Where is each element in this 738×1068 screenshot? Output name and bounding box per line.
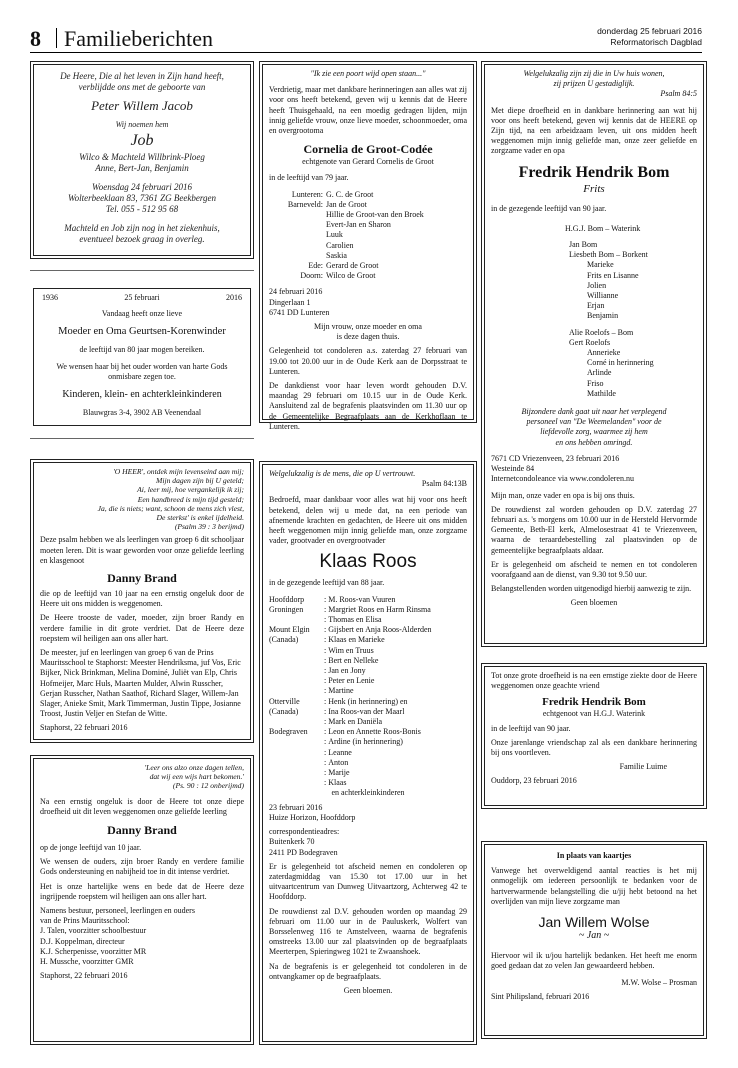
paragraph: Het is onze hartelijke wens en bede dat de Heere deze ingrijpende roepstem wil heiligen aan ons aller hart.	[40, 881, 244, 901]
family-member: Willianne	[587, 291, 619, 301]
family-member: Jan en Jony	[328, 666, 366, 676]
family-place: Groningen	[269, 604, 304, 614]
paragraph: De rouwdienst zal worden gehouden op D.V. zaterdag 27 februari a.s. 's morgens om 10.00 uur in de Hersteld Hervormde Gemeente, Beth-El kerk, Almelosestraat 41 te Vriezenveen, waarna de teraardebestelling zal plaatsvinden op de gemeentelijke begraafplaats aldaar.	[491, 504, 697, 555]
deceased-name: Klaas Roos	[319, 551, 417, 573]
family-member: Hillie de Groot-van den Broek	[326, 210, 424, 220]
family-member: Leanne	[328, 747, 352, 757]
family-place	[269, 220, 326, 230]
family-member: Marieke	[587, 260, 614, 270]
quote-line: (Ps. 90 : 12 onberijmd)	[172, 781, 244, 791]
signature: M.W. Wolse – Prosman	[621, 977, 697, 987]
spouse-line: echtgenoot van H.G.J. Waterink	[542, 709, 646, 719]
deceased-name: Danny Brand	[107, 823, 177, 838]
deceased-name: Cornelia de Groot-Codée	[303, 142, 433, 157]
year-start: 1936	[42, 293, 58, 302]
age: in de leeftijd van 90 jaar.	[491, 723, 571, 733]
family-row	[269, 697, 467, 707]
closing: Geen bloemen.	[343, 985, 393, 995]
paragraph: We wensen de ouders, zijn broer Randy en verdere familie Gods ondersteuning en nabijheid toe in dit intense verdriet.	[40, 857, 244, 877]
family-row	[269, 190, 467, 200]
separator: :	[324, 655, 327, 665]
quote-line: Ai, leer mij, hoe vergankelijk ik zij;	[137, 485, 244, 495]
age: in de leeftijd van 79 jaar.	[269, 173, 349, 183]
family-row	[269, 615, 467, 625]
family-member: Martine	[328, 686, 354, 696]
family-row	[269, 686, 467, 696]
family-member: Saskia	[326, 250, 347, 260]
nickname: Frits	[583, 182, 605, 195]
family-member: Frits en Lisanne	[587, 270, 639, 280]
signer-line: J. Talen, voorzitter schoolbestuur	[40, 926, 147, 936]
quote-ref: Psalm 84:5	[660, 89, 697, 99]
family-list	[269, 190, 467, 282]
father-name: Peter Willem Jacob	[91, 98, 193, 113]
quote-line: 'Leer ons alzo onze dagen tellen,	[144, 763, 244, 772]
obituary-fredrik-family	[484, 64, 704, 644]
quote-line: Mijn dagen zijn bij U geteld;	[156, 476, 244, 486]
family-place	[269, 758, 324, 768]
family-member: Margriet Roos en Harm Rinsma	[328, 604, 431, 614]
family-row	[269, 737, 467, 747]
closing: Geen bloemen	[570, 598, 618, 608]
separator: :	[324, 594, 327, 604]
year-end: 2016	[225, 293, 242, 302]
family-row	[269, 707, 467, 717]
text-line: de leeftijd van 80 jaar mogen bereiken.	[79, 345, 205, 355]
thanks-line: personeel van "De Weemelanden" voor de	[526, 417, 662, 427]
family-list	[565, 223, 697, 399]
family-place: Barneveld:	[287, 199, 323, 209]
family-row	[269, 635, 467, 645]
family-member: G. C. de Groot	[326, 189, 374, 199]
paper-name: Reformatorisch Dagblad	[610, 37, 702, 47]
info-line: Tel. 055 - 512 95 68	[105, 204, 179, 214]
family-member: Klaas	[328, 778, 347, 788]
quote-line: Ja, die is niets; want, schoon de mens zich vlest,	[97, 503, 244, 513]
family-row	[269, 595, 467, 605]
family-place	[269, 748, 324, 758]
separator: :	[324, 645, 327, 655]
family-row	[269, 748, 467, 758]
paragraph: Na de begrafenis is er gelegenheid tot condoleren in de ontvangkamer op de begraafplaats.	[269, 961, 467, 981]
card-title: In plaats van kaartjes	[556, 851, 632, 860]
family-row	[269, 768, 467, 778]
separator: :	[324, 768, 327, 778]
quote-line: De Heere, Die al het leven in Zijn hand heeft,	[60, 71, 224, 81]
family-place	[269, 666, 324, 676]
quote-line: Welgelukzalig zijn zij die in Uw huis wonen,	[523, 69, 665, 78]
separator: :	[324, 727, 327, 737]
family-line: en achterkleinkinderen	[331, 788, 405, 798]
separator: :	[324, 757, 327, 767]
deceased-name: Danny Brand	[107, 571, 177, 586]
place-date: Staphorst, 22 februari 2016	[40, 723, 128, 733]
paragraph: De dankdienst voor haar leven wordt gehouden D.V. maandag 29 februari om 10.15 uur in de Oude Kerk. Aansluitend zal de begrafenis plaatsvinden om 11.30 uur op de Gemeentelijke Begraafplaats aan de Kerkhoflaan te Lunteren.	[269, 381, 467, 431]
family-member: H.G.J. Bom – Waterink	[565, 223, 641, 233]
family-place: Bodegraven	[269, 727, 308, 737]
family-member: Gijsbert en Anja Roos-Alderden	[328, 625, 432, 635]
divider	[30, 438, 254, 439]
family-row	[269, 625, 467, 635]
family-member: Benjamin	[587, 311, 619, 321]
intro: Vanwege het overweldigend aantal reacties is het mij onmogelijk om iedereen persoonlijk te bedanken voor de hartverwarmende belangstelling die u/jij hebt betoond na het overlijden van mijn lieve zorgzame man	[491, 866, 697, 906]
paragraph: Er is gelegenheid om afscheid te nemen en tot condoleren voorafgaand aan de dienst, van 9.30 tot 9.50 uur.	[491, 559, 697, 579]
family-member: Carolien	[326, 240, 354, 250]
header-divider	[56, 28, 57, 48]
intro: Tot onze grote droefheid is na een ernstige ziekte door de Heere weggenomen onze geachte vriend	[491, 671, 697, 691]
birth-announcement-job	[33, 64, 251, 256]
obituary-danny-class	[33, 462, 251, 740]
family-row	[269, 676, 467, 686]
place-date: Ouddorp, 23 februari 2016	[491, 776, 577, 786]
day: 25 februari	[124, 293, 160, 302]
note-line: eventueel bezoek graag in overleg.	[79, 234, 205, 244]
separator: :	[324, 696, 327, 706]
family-member: Arlinde	[587, 368, 612, 378]
family-member: Annerieke	[587, 348, 621, 358]
signer-line: van de Prins Mauritsschool:	[40, 916, 130, 926]
family-place: Otterville	[269, 696, 300, 706]
child-name: Job	[130, 132, 154, 149]
family-place	[269, 646, 324, 656]
family-row	[269, 210, 467, 220]
obituary-fredrik-friends	[484, 666, 704, 806]
place-date: Staphorst, 22 februari 2016	[40, 971, 128, 981]
note-line: Machteld en Job zijn nog in het ziekenhuis,	[64, 223, 220, 233]
family-place	[269, 768, 324, 778]
separator: :	[324, 625, 327, 635]
family-row	[269, 605, 467, 615]
family-place	[269, 241, 326, 251]
family-line: Kinderen, klein- en achterkleinkinderen	[62, 389, 222, 401]
family-member: Wilco de Groot	[326, 271, 376, 281]
family-member: Bert en Nelleke	[328, 655, 379, 665]
family-place	[269, 210, 326, 220]
signature: Familie Luime	[619, 762, 667, 772]
header-date	[597, 26, 702, 48]
paragraph: De Heere trooste de vader, moeder, zijn broer Randy en verdere familie in dit grote verdriet. Dat de Heere deze roepstem wil heiligen aan ons aller hart.	[40, 613, 244, 643]
corr-line: Buitenkerk 70	[269, 837, 315, 847]
paragraph: De meester, juf en leerlingen van groep 6 van de Prins Mauritsschool te Staphorst: Meester Hendriksma, juf Vos, Eric Bijker, Nick Brinkman, Melina Dominé, Juliët van Elp, Chris Hofmeijer, Marc Huls, Maarten Mulder, Alwin Russcher, Gerjan Russcher, Nathan Saathof, Richard Slager, Willem-Jan Slager, Anieke Smit, Mark Timmerman, Justin Tippe, Josianne Troost, Justin Veljer en Stefan de Witte.	[40, 648, 241, 719]
family-row	[269, 656, 467, 666]
age: in de gezegende leeftijd van 88 jaar.	[269, 578, 385, 588]
section-title: Familieberichten	[64, 26, 214, 51]
address-line: Huize Horizon, Hoofddorp	[269, 812, 356, 822]
family-row	[269, 717, 467, 727]
place-date: Sint Philipsland, februari 2016	[491, 991, 590, 1001]
family-place	[269, 737, 324, 747]
family-member: Marije	[328, 768, 350, 778]
separator: :	[324, 778, 327, 788]
family-place	[269, 686, 324, 696]
family-member: Liesbeth Bom – Borkent	[569, 250, 648, 260]
thanks-line: en ons hebben omringd.	[555, 437, 633, 447]
family-member: Klaas en Marieke	[328, 635, 385, 645]
family-member: Ina Roos-van der Maarl	[328, 706, 405, 716]
address-line: Dingerlaan 1	[269, 297, 311, 307]
paragraph: op de jonge leeftijd van 10 jaar.	[40, 843, 142, 853]
family-member: Henk (in herinnering) en	[328, 696, 408, 706]
family-row	[269, 261, 467, 271]
family-place	[269, 615, 324, 625]
intro: Verdrietig, maar met dankbare herinneringen aan alles wat zij voor ons heeft betekend, geven wij u kennis dat de Heere heeft Thuisgehaald, na een moedig gedragen lijden, mijn innig geliefde vrouw, onze lieve moeder, schoonmoeder, oma en overgrootoma	[269, 85, 467, 136]
thank-you-card	[484, 844, 704, 1036]
quote-line: (Psalm 39 : 3 berijmd)	[174, 522, 244, 532]
family-place: (Canada)	[269, 635, 299, 645]
obituary-cornelia	[262, 64, 474, 431]
address-line: Westeinde 84	[491, 464, 535, 474]
info-line: Wolterbeeklaan 83, 7361 ZG Beekbergen	[67, 193, 217, 203]
family-member: Mathilde	[587, 388, 616, 398]
separator: :	[324, 747, 327, 757]
divider	[30, 270, 254, 271]
family-place: Ede:	[308, 261, 323, 271]
family-member: Alie Roelofs – Bom	[569, 327, 634, 337]
family-member: Gerard de Groot	[326, 261, 379, 271]
family-place: Doorn:	[300, 271, 323, 281]
address-line: 6741 DD Lunteren	[269, 307, 330, 317]
intro: Bedroefd, maar dankbaar voor alles wat hij voor ons heeft betekend, delen wij u mede dat, na een periode van afnemende krachten en gedachten, de Heere uit ons midden heeft weggenomen mijn innig geliefde man, onze zorgzame vader, grootvader en overgrootvader	[269, 495, 467, 546]
family-row	[269, 200, 467, 210]
quote-line: dat wij een wijs hart bekomen.'	[149, 772, 244, 782]
paragraph: Onze jarenlange vriendschap zal als een dankbare herinnering bij ons voortleven.	[491, 737, 697, 758]
address-line: 24 februari 2016	[269, 287, 323, 297]
family-place: (Canada)	[269, 706, 299, 716]
thanks-line: liefdevolle zorg, waarmee zij hem	[540, 427, 648, 437]
family-member: Thomas en Elisa	[328, 615, 382, 625]
quote-line: Een handbreed is mijn tijd gesteld;	[137, 494, 244, 504]
paragraph: Hiervoor wil ik u/jou hartelijk bedanken. Het heeft me enorm goed gedaan dat zo velen Jan gewaardeerd hebben.	[491, 951, 697, 971]
family-place	[269, 676, 324, 686]
family-member: Wim en Truus	[328, 645, 374, 655]
issue-date: donderdag 25 februari 2016	[597, 26, 702, 36]
family-place	[269, 251, 326, 261]
family-place	[269, 656, 324, 666]
corr-line: 2411 PD Bodegraven	[269, 847, 338, 857]
obituary-danny-school	[33, 758, 251, 1042]
family-row	[269, 220, 467, 230]
paragraph: die op de leeftijd van 10 jaar na een ernstig ongeluk door de Heere uit ons midden is weggenomen.	[40, 589, 244, 609]
nickname: ~ Jan ~	[578, 930, 610, 942]
home-line: is deze dagen thuis.	[336, 332, 400, 342]
paragraph: De rouwdienst zal D.V. gehouden worden op maandag 29 februari om 11.00 uur in de Pauluskerk, Wolfert van Borsselenweg 116 te Amstelveen, waarna de begrafenis omstreeks 13.00 uur zal plaatsvinden op de begraafplaats Meerterpen, Spieringweg 1021 te Zwaanshoek.	[269, 906, 467, 957]
info-line: Woensdag 24 februari 2016	[92, 182, 192, 192]
parents-line: Wilco & Machteld Willbrink-Ploeg	[79, 152, 205, 162]
quote: "Ik zie een poort wijd open staan..."	[310, 69, 426, 78]
family-member: Jan de Groot	[326, 199, 367, 209]
corr-line: correspondentieadres:	[269, 827, 340, 837]
header-rule	[30, 52, 702, 53]
age: in de gezegende leeftijd van 90 jaar.	[491, 203, 607, 213]
family-member: Erjan	[587, 301, 605, 311]
intro: Met diepe droefheid en in dankbare herinnering aan wat hij voor ons heeft betekend, geven wij kennis dat de HEERE op Zijn tijd, na een arbeidzaam leven, uit ons midden heeft weggenomen mijn innig geliefde man, onze zeer geliefde en zorgzame vader en opa	[491, 105, 697, 156]
separator: :	[324, 666, 327, 676]
family-member: Gert Roelofs	[569, 337, 611, 347]
quote-ref: Psalm 84:13B	[421, 479, 467, 489]
separator: :	[324, 676, 327, 686]
separator: :	[324, 635, 327, 645]
family-row	[269, 271, 467, 281]
address-line: 23 februari 2016	[269, 802, 323, 812]
family-place: Hoofddorp	[269, 594, 305, 604]
family-member: Jolien	[587, 280, 607, 290]
name-intro: Wij noemen hem	[115, 120, 169, 129]
signer-line: K.J. Scherpenisse, voorzitter MR	[40, 946, 147, 956]
family-member: Jan Bom	[569, 240, 598, 250]
quote: Welgelukzalig is de mens, die op U vertrouwt.	[269, 469, 416, 478]
family-member: Friso	[587, 378, 604, 388]
separator: :	[324, 686, 327, 696]
quote-line: 'O HEER', ontdek mijn levenseind aan mij;	[113, 467, 244, 476]
family-member: Leon en Annette Roos-Bonis	[328, 727, 421, 737]
family-member: M. Roos-van Vuuren	[328, 594, 396, 604]
family-place	[269, 778, 324, 788]
text-line: We wensen haar bij het ouder worden van harte Gods onmisbare zegen toe.	[56, 361, 228, 381]
thanks-line: Bijzondere dank gaat uit naar het verplegend	[521, 407, 667, 417]
home-line: Mijn vrouw, onze moeder en oma	[314, 322, 422, 332]
signer-line: D.J. Koppelman, directeur	[40, 936, 125, 946]
quote-line: De sterkst' is enkel ijdelheid.	[156, 513, 244, 523]
family-member: Evert-Jan en Sharon	[326, 220, 391, 230]
family-member: Luuk	[326, 230, 343, 240]
address-line: Internetcondoleance via www.condoleren.nu	[491, 474, 634, 484]
family-member: Ardine (in herinnering)	[328, 737, 403, 747]
deceased-name: Jan Willem Wolse	[538, 914, 650, 931]
family-member: Anton	[328, 757, 349, 767]
family-member: Peter en Lenie	[328, 676, 375, 686]
separator: :	[324, 604, 327, 614]
celebrant-name: Moeder en Oma Geurtsen-Korenwinder	[58, 326, 226, 338]
family-row	[269, 778, 467, 788]
separator: :	[324, 615, 327, 625]
parents-line: Anne, Bert-Jan, Benjamin	[95, 163, 189, 173]
deceased-name: Fredrik Hendrik Bom	[542, 696, 646, 709]
signer-line: H. Mussche, voorzitter GMR	[40, 957, 134, 967]
deceased-name: Fredrik Hendrik Bom	[518, 163, 670, 181]
family-row	[269, 758, 467, 768]
address: Blauwgras 3-4, 3902 AB Veenendaal	[82, 408, 202, 418]
intro: Na een ernstig ongeluk is door de Heere tot onze diepe droefheid uit dit leven weggenomen onze geliefde leerling	[40, 796, 244, 816]
intro: Deze psalm hebben we als leerlingen van groep 6 dit schooljaar moeten leren. Dit is waar geworden voor onze geliefde leerling en klasgenoot	[40, 535, 244, 565]
family-place: Mount Elgin	[269, 625, 310, 635]
family-row	[269, 666, 467, 676]
signer-line: Namens bestuur, personeel, leerlingen en ouders	[40, 906, 195, 916]
paragraph: Mijn man, onze vader en opa is bij ons thuis.	[491, 490, 635, 500]
family-row	[269, 727, 467, 737]
family-place: Lunteren:	[291, 189, 323, 199]
paragraph: Er is gelegenheid tot afscheid nemen en condoleren op zaterdagmiddag van 15.30 tot 17.00 uur in het uitvaartcentrum van Dunweg Uitvaartzorg, Achterweg 42 te Hoofddorp.	[269, 861, 467, 902]
family-row	[269, 230, 467, 240]
birthday-announcement	[33, 288, 251, 426]
family-place	[269, 717, 324, 727]
obituary-klaas-roos	[262, 464, 474, 1042]
paragraph: Belangstellenden worden uitgenodigd hierbij aanwezig te zijn.	[491, 584, 692, 594]
family-list	[269, 595, 467, 789]
family-row	[269, 646, 467, 656]
separator: :	[324, 717, 327, 727]
address-line: 7671 CD Vriezenveen, 23 februari 2016	[491, 453, 620, 463]
quote-line: verblijdde ons met de geboorte van	[78, 82, 206, 92]
family-row	[269, 241, 467, 251]
separator: :	[324, 737, 327, 747]
family-member: Mark en Daniëla	[328, 717, 382, 727]
quote-line: zij prijzen U gestadiglijk.	[553, 79, 635, 89]
text-line: Vandaag heeft onze lieve	[101, 309, 183, 319]
separator: :	[324, 706, 327, 716]
family-place	[269, 230, 326, 240]
family-row	[269, 251, 467, 261]
spouse-line: echtgenote van Gerard Cornelis de Groot	[302, 157, 434, 167]
family-member: Corné in herinnering	[587, 358, 654, 368]
paragraph: Gelegenheid tot condoleren a.s. zaterdag 27 februari van 19.00 tot 20.00 uur in de Oude Kerk aan de Dorpsstraat te Lunteren.	[269, 346, 467, 376]
page-number: 8	[30, 26, 41, 51]
